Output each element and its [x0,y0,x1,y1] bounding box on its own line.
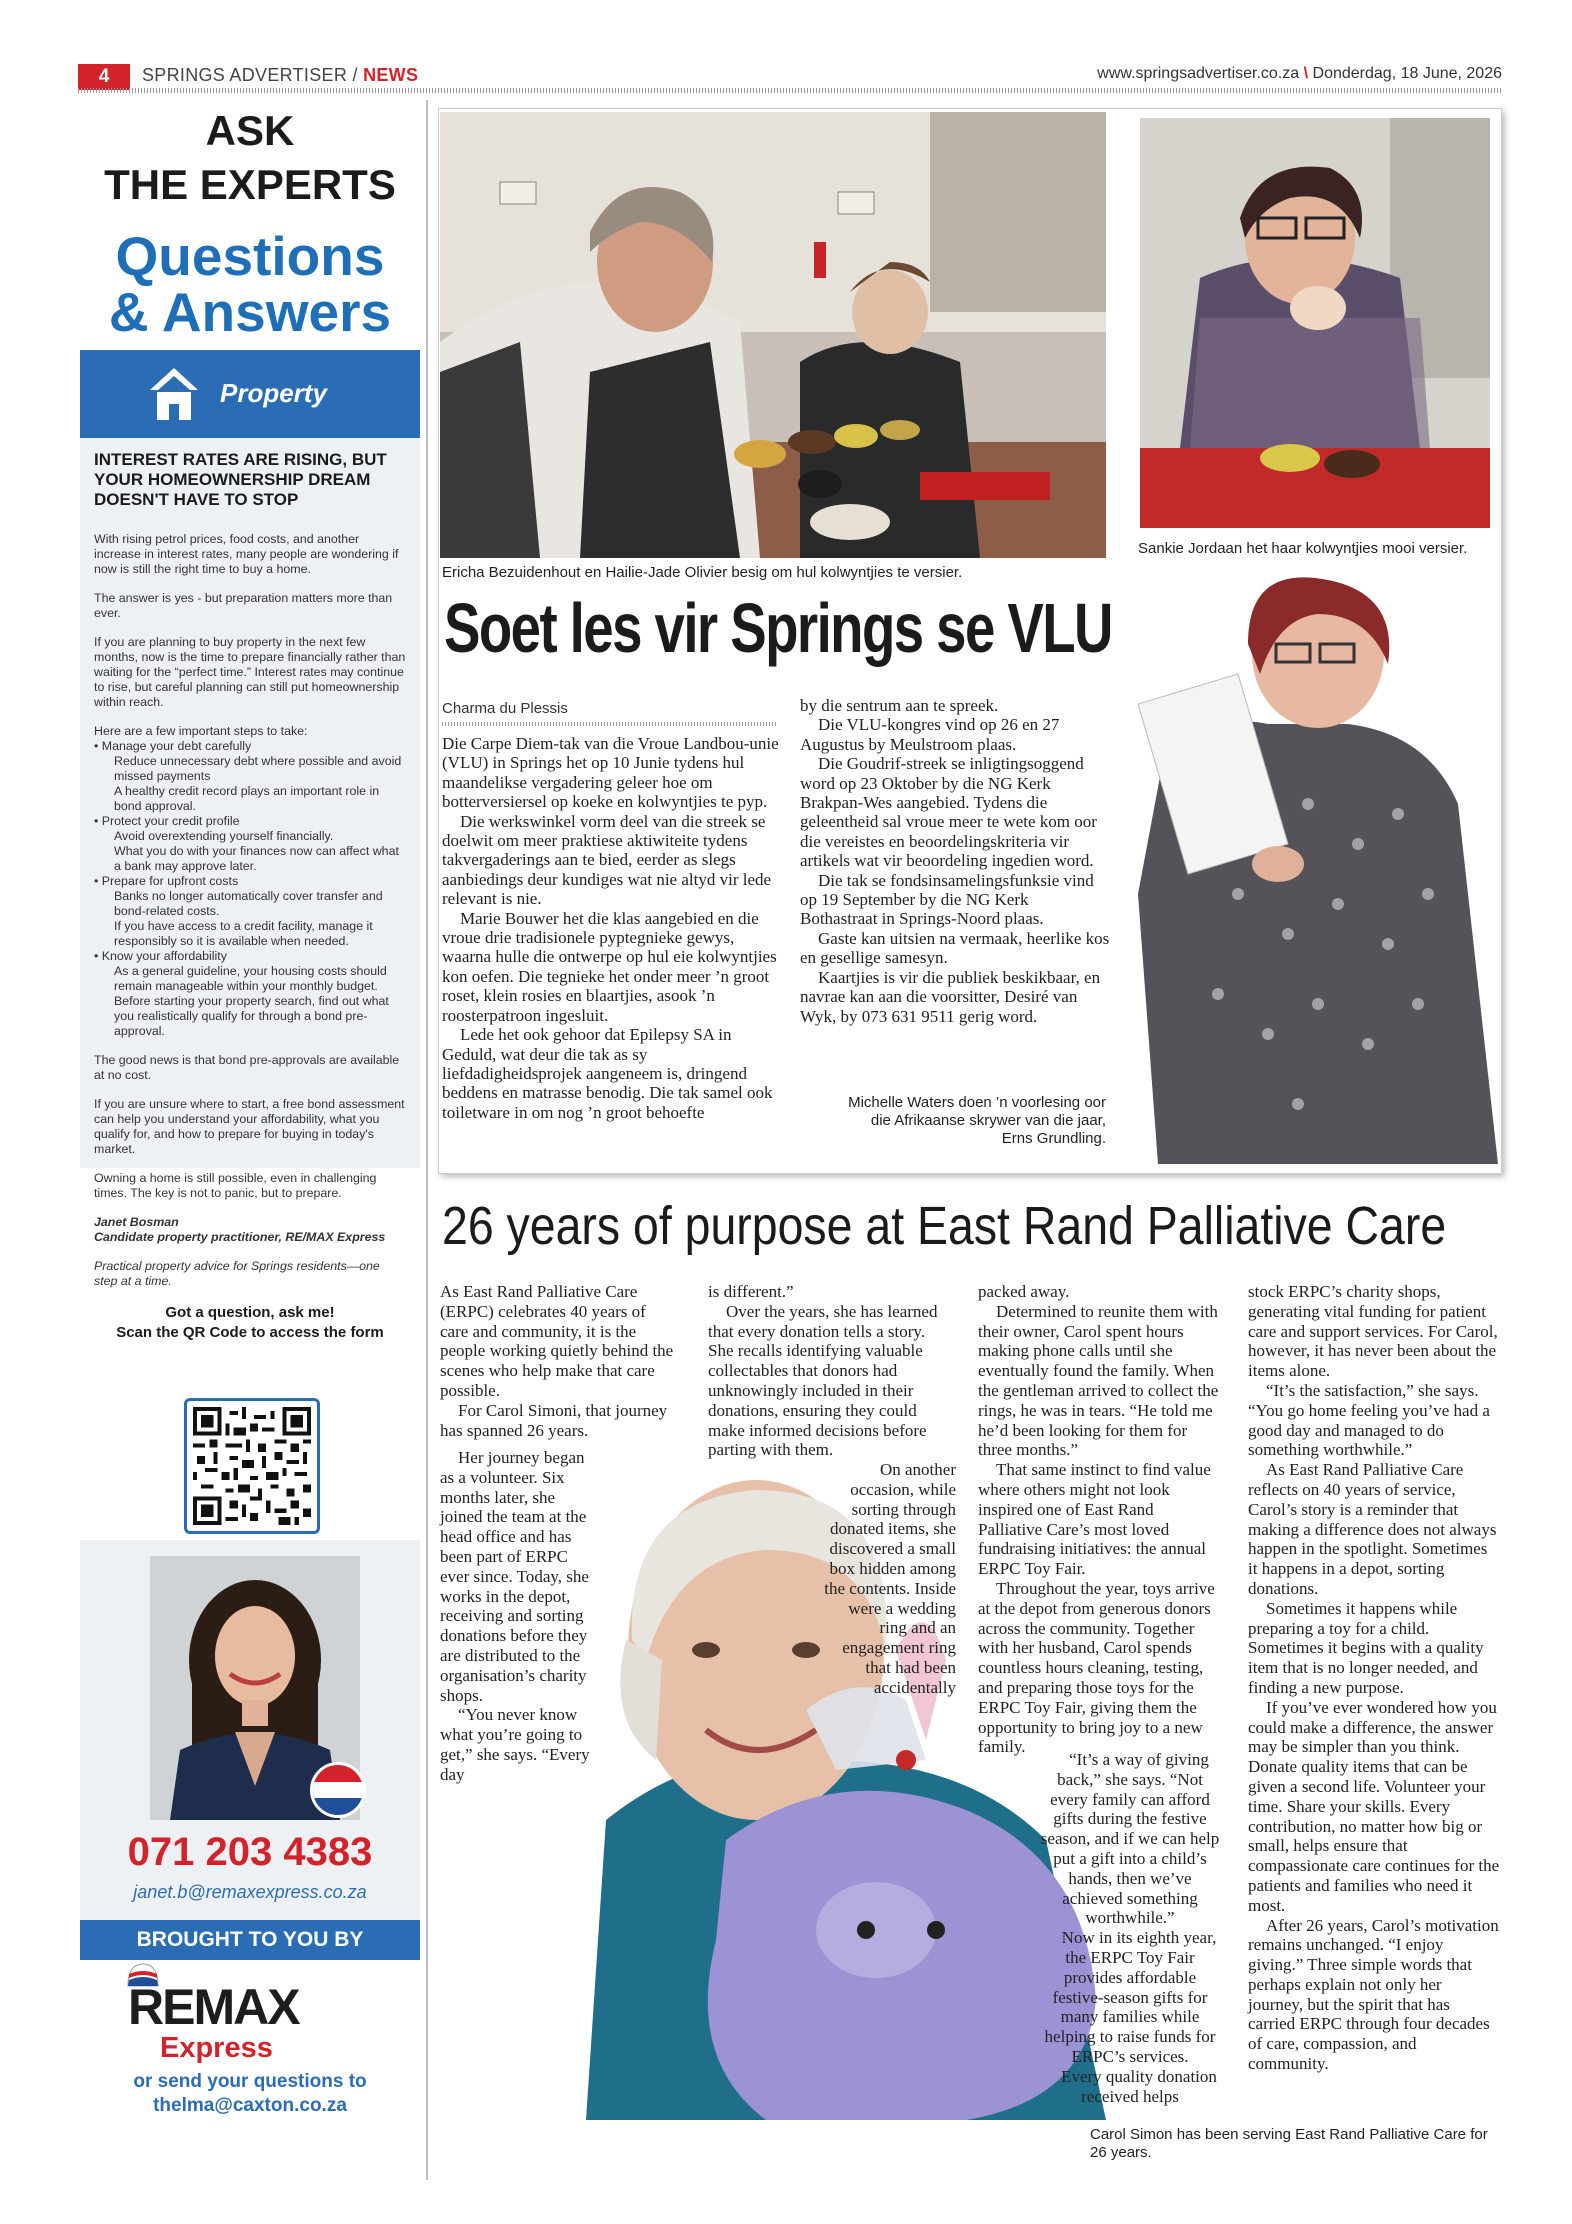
paragraph: As East Rand Palliative Care reflects on 40 years of service, Carol’s story is a reminder that making a difference does not always happen in the spotlight. Sometimes it happens in a depot, sorting donations. [1248,1460,1497,1598]
paragraph: is different.” [708,1282,794,1301]
remax-balloon-icon [310,1762,366,1818]
paragraph: Every quality donation received helps [1061,2066,1217,2106]
photo-cupcake-decorating [440,112,1106,558]
paragraph: “You never know what you’re going to get,” she says. “Every day [440,1705,590,1784]
category-banner [80,350,420,438]
date-separator: \ [1303,65,1309,82]
erpc-headline: 26 years of purpose at East Rand Palliative Care [442,1196,1447,1256]
paragraph: Throughout the year, toys arrive at the depot from generous donors across the community. Together with her husband, Carol spends countless hours cleaning, testing, and preparing those toys for the ERPC Toy Fair, giving them the opportunity to bring joy to a new family. [978,1578,1215,1757]
paragraph: The good news is that bond pre-approvals are available at no cost. [94,1053,400,1082]
author-title: Candidate property practitioner, RE/MAX Express [94,1230,386,1244]
photo-caption: Carol Simon has been serving East Rand Palliative Care for 26 years. [1090,2126,1488,2161]
paragraph: For Carol Simoni, that journey has spanned 26 years. [440,1400,668,1440]
step-heading: • Manage your debt carefully [94,739,252,753]
paragraph: Determined to reunite them with their owner, Carol spent hours making phone calls until she eventually found the family. When the gentleman arrived to collect the rings, he was in tears. “He told me he’d been looking for them for three months.” [978,1301,1219,1460]
agent-phone[interactable]: 071 203 4383 [127,1830,373,1874]
send-questions [80,2070,420,2118]
page-header [78,62,1502,90]
paragraph: stock ERPC’s charity shops, generating vital funding for patient care and support services. For Carol, however, it has never been about the items alone. [1248,1282,1498,1381]
cta-line-1: Got a question, ask me! [165,1304,335,1321]
erpc-column-2a [708,1282,952,1460]
paragraph: The answer is yes - but preparation matters more than ever. [94,591,393,620]
logo-wordmark: REMAX [128,1979,299,2035]
paragraph: “It’s the satisfaction,” she says. “You go home feeling you’ve had a good day and managed to do something worthwhile.” [1248,1380,1490,1460]
paragraph: Marie Bouwer het die klas aangebied en die vroue drie tradisionele pyptegnieke gewys, waarna hulle die ontwerpe op hul eie kolwyntjies kon oefen. Die tegnieke het onder meer ’n groot roset, klein rosies en blaartjies, asook ’n roosterpatroon ingesluit. [442,908,777,1025]
erpc-column-1b [440,1448,590,1785]
photo-caption: Sankie Jordaan het haar kolwyntjies mooi versier. [1138,540,1468,557]
erpc-column-2b [820,1460,956,1698]
column-divider [426,100,428,2180]
question-article [80,438,420,1341]
paragraph: Die VLU-kongres vind op 26 en 27 Augustus by Meulstroom plaas. [800,715,1060,754]
qr-cta [94,1303,406,1343]
byline-rule [442,722,778,726]
paragraph: Kaartjies is vir die publiek beskikbaar, en navrae kan aan die voorsitter, Desiré van Wyk, by 073 631 9511 gerig word. [800,967,1101,1026]
paragraph: As East Rand Palliative Care (ERPC) celebrates 40 years of care and community, it is the people working quietly behind the scenes who help make that care possible. [440,1282,674,1400]
step-detail: Before starting your property search, find out what you realistically qualify for through a bond pre-approval. [114,994,389,1038]
step-heading: • Protect your credit profile [94,814,240,828]
caption-line: Michelle Waters doen ’n voorlesing oor [848,1094,1106,1111]
vlu-headline: Soet les vir Springs se VLU [444,589,1112,667]
paragraph: After 26 years, Carol’s motivation remains unchanged. “I enjoy giving.” Three simple words that perhaps explain not only her journey, but the spirit that has carried ERPC through four decades of care, compassion, and community. [1248,1915,1499,2074]
page-number: 4 [78,64,130,90]
paragraph: If you’ve ever wondered how you could make a difference, the answer may be simpler than you think. Donate quality items that can be given a second life. Volunteer your time. Share your skills. Every contribution, no matter how big or small, helps ensure that compassionate care continues for the patients and families who need it most. [1248,1697,1500,1915]
qr-code-icon[interactable] [184,1398,320,1534]
paragraph: packed away. [978,1282,1070,1301]
tagline: Practical property advice for Springs residents—one step at a time. [94,1259,380,1288]
remax-logo [80,1960,420,2078]
ask-the-experts-title [80,104,420,212]
paragraph: If you are unsure where to start, a free bond assessment can help you understand your affordability, what you qualify for, and how to prepare for buying in today's market. [94,1097,405,1156]
paragraph: by die sentrum aan te spreek. [800,696,999,715]
website-link[interactable]: www.springsadvertiser.co.za [1097,65,1300,82]
sponsor-banner: BROUGHT TO YOU BY [80,1920,420,1960]
paragraph: Die tak se fondsinsamelingsfunksie vind op 19 September by die NG Kerk Bothastraat in Springs-Noord plaas. [800,870,1094,929]
step-detail: If you have access to a credit facility, manage it responsibly so it is available when needed. [114,919,373,948]
photo-sankie-jordaan [1140,118,1490,528]
paragraph: Lede het ook gehoor dat Epilepsy SA in Geduld, wat deur die tak as sy liefdadigheidsprojek aangeneem is, dringend beddens en matrasse benodig. Die tak samel ook toiletware in om nog ’n groot behoefte [442,1025,773,1122]
ask-line-1: ASK [205,107,295,154]
step-detail: Banks no longer automatically cover transfer and bond-related costs. [114,889,383,918]
paragraph: With rising petrol prices, food costs, and another increase in interest rates, many people are wondering if now is still the right time to buy a home. [94,532,399,576]
paragraph: Die Goudrif-streek se inligtingsoggend word op 23 Oktober by die NG Kerk Brakpan-Wes aangebied. Tydens die geleentheid sal vroue meer te wete kom oor die vereistes en beoordelingskriteria vir artikels wat vir beoordeling ingedien word. [800,754,1097,871]
vlu-column-1 [442,734,782,1122]
step-detail: What you do with your finances now can affect what a bank may approve later. [114,844,399,873]
publication-name [142,65,418,86]
questions-answers-title [80,225,420,343]
erpc-column-4 [1248,1282,1500,2074]
step-detail: As a general guideline, your housing costs should remain manageable within your monthly budget. [114,964,387,993]
send-line-1: or send your questions to [133,2071,367,2092]
paragraph: Sometimes it happens while preparing a toy for a child. Sometimes it begins with a quality item that is no longer needed, and finding a new purpose. [1248,1598,1484,1697]
steps-intro: Here are a few important steps to take: [94,724,308,738]
caption-line: Erns Grundling. [1001,1130,1106,1147]
paragraph: On another occasion, while sorting through donated items, she discovered a small box hidden among the contents. Inside were a wedding ring and an engagement ring that had been accidentally [824,1460,956,1697]
paragraph: Die Carpe Diem-tak van die Vroue Landbou-unie (VLU) in Springs het op 10 Junie tydens hul maandelikse vergadering geleer hoe om botterversiersel op koeke en kolwyntjies te pyp. [442,734,779,812]
publication-slash: / [352,65,358,85]
photo-caption: Ericha Bezuidenhout en Hailie-Jade Olivier besig om hul kolwyntjies te versier. [442,564,963,581]
publication-title: SPRINGS ADVERTISER [142,65,348,85]
paragraph: “It’s a way of giving back,” she says. “Not every family can afford gifts during the festive season, and if we can help put a gift into a child’s hands, then we’ve achieved something worthwhile.” [1040,1750,1220,1928]
author-name: Janet Bosman [94,1215,179,1229]
send-email[interactable]: thelma@caxton.co.za [153,2095,347,2116]
paragraph: Owning a home is still possible, even in challenging times. The key is not to panic, but to prepare. [94,1171,377,1200]
paragraph: Over the years, she has learned that every donation tells a story. She recalls identifying valuable collectables that donors had unknowingly included in their donations, ensuring they could make informed decisions before parting with them. [708,1301,938,1460]
erpc-column-3b [1040,1750,1220,2106]
paragraph: That same instinct to find value where others might not look inspired one of East Rand Palliative Care’s most loved fundraising initiatives: the annual ERPC Toy Fair. [978,1460,1211,1579]
category-label: Property [220,378,327,408]
photo-michelle-waters [1098,574,1498,1164]
photo-caption [806,1094,1106,1148]
issue-date: Donderdag, 18 June, 2026 [1312,65,1502,82]
logo-subtitle: Express [160,2032,273,2064]
paragraph: Gaste kan uitsien na vermaak, heerlike kos en gesellige samesyn. [800,928,1110,968]
cta-line-2: Scan the QR Code to access the form [116,1324,384,1341]
ask-the-experts-sidebar [80,100,420,2114]
caption-line: die Afrikaanse skrywer van die jaar, [870,1112,1106,1129]
qa-line-2: & Answers [108,281,392,343]
erpc-column-1a [440,1282,674,1440]
agent-advert [80,1540,420,2064]
question-headline: INTEREST RATES ARE RISING, BUT YOUR HOMEOWNERSHIP DREAM DOESN'T HAVE TO STOP [94,450,387,509]
ask-line-2: THE EXPERTS [104,161,396,208]
paragraph: Now in its eighth year, the ERPC Toy Fair provides affordable festive-season gifts for many families while helping to raise funds for ERPC’s services. [1044,1928,1217,2066]
section-label: NEWS [363,65,419,85]
paragraph: If you are planning to buy property in the next few months, now is the time to prepare financially rather than waiting for the “perfect time.” Interest rates may continue to rise, but careful planning can still put homeownership within reach. [94,635,406,709]
step-detail: Avoid overextending yourself financially. [114,829,334,843]
header-rule [78,88,1502,93]
step-detail: Reduce unnecessary debt where possible and avoid missed payments [114,754,402,783]
vlu-column-2 [800,696,1110,1026]
byline: Charma du Plessis [442,700,568,717]
paragraph: Her journey began as a volunteer. Six months later, she joined the team at the head office and has been part of ERPC ever since. Today, she works in the depot, receiving and sorting donations before they are distributed to the organisation’s charity shops. [440,1448,589,1705]
header-meta [1097,65,1502,83]
step-heading: • Know your affordability [94,949,227,963]
agent-email[interactable]: janet.b@remaxexpress.co.za [133,1882,367,1902]
house-icon [148,366,200,422]
qa-line-1: Questions [115,225,385,287]
step-heading: • Prepare for upfront costs [94,874,239,888]
erpc-column-3a [978,1282,1220,1757]
paragraph: Die werkswinkel vorm deel van die streek se doelwit om meer praktiese aktiwiteite tydens takvergaderings aan te bied, eerder as slegs aanbiedings deur kundiges wat nie altyd vir lede relevant is nie. [442,811,772,909]
step-detail: A healthy credit record plays an important role in bond approval. [114,784,380,813]
